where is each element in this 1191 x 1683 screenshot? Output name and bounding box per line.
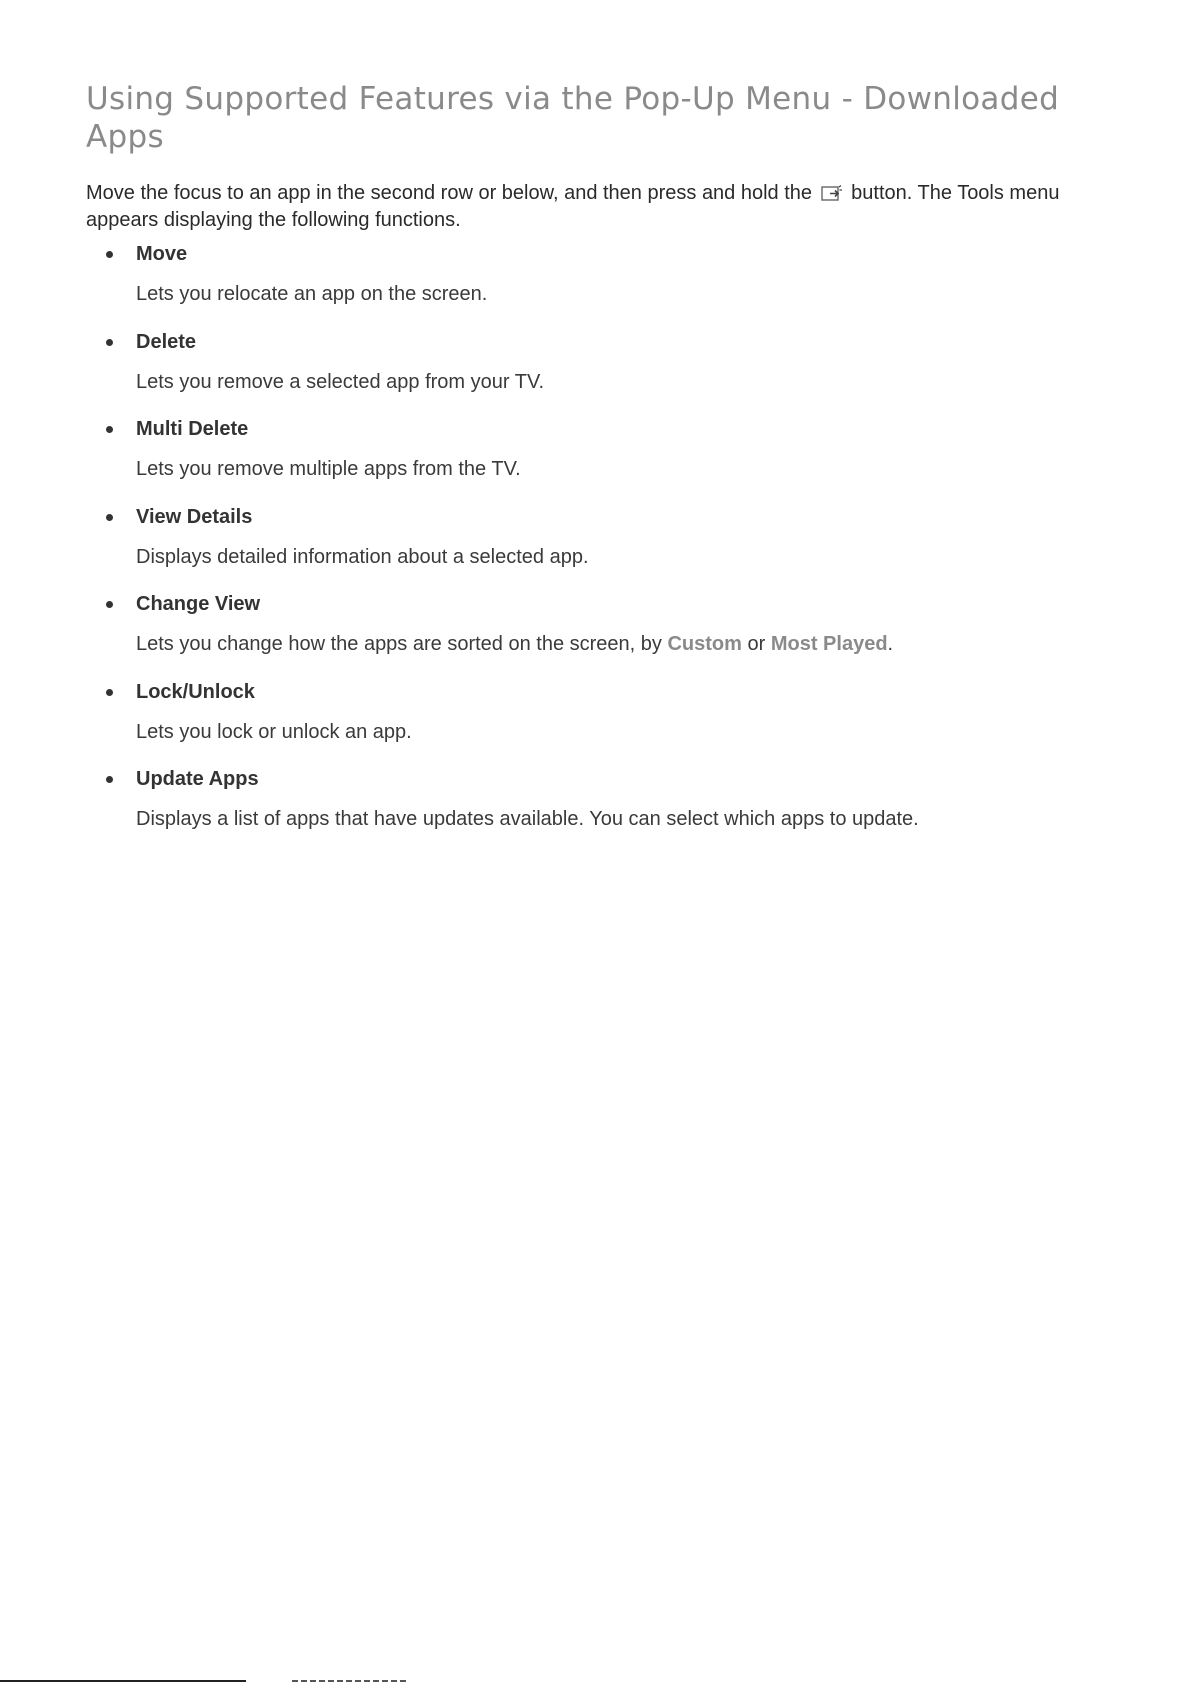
description-text: or (747, 633, 766, 655)
feature-description: Displays a list of apps that have updates available. You can select which apps to update. (136, 808, 919, 830)
feature-description: Lets you relocate an app on the screen. (136, 283, 488, 305)
intro-text-start: Move the focus to an app in the second row or below, and then press and hold the (86, 182, 813, 204)
feature-item-delete (104, 330, 1064, 418)
feature-item-move (104, 242, 1064, 330)
bullet-icon (106, 339, 113, 346)
feature-item-lock-unlock (104, 680, 1064, 768)
intro-text-end: button. The Tools menu appears displaying the following functions. (86, 182, 1060, 231)
feature-description: Lets you lock or unlock an app. (136, 720, 412, 743)
feature-description: Lets you remove a selected app from your TV. (136, 370, 544, 393)
feature-item-update-apps (104, 767, 1064, 855)
bullet-icon (106, 689, 113, 696)
intro-paragraph (86, 180, 1086, 234)
bullet-icon (106, 601, 113, 608)
footer-rule (0, 1680, 246, 1682)
option-most-played: Most Played (770, 633, 888, 655)
option-custom: Custom (667, 633, 742, 655)
feature-list (104, 242, 1064, 855)
feature-name: Move (136, 243, 188, 265)
feature-item-view-details (104, 505, 1064, 593)
bullet-icon (106, 514, 113, 521)
description-text: Lets you change how the apps are sorted on the screen, by (136, 633, 662, 655)
feature-name: Multi Delete (136, 418, 249, 440)
bullet-icon (106, 251, 113, 258)
page-title: Using Supported Features via the Pop-Up Menu - Downloaded Apps (86, 81, 1060, 155)
feature-item-change-view (104, 592, 1064, 680)
feature-name: Update Apps (136, 768, 259, 790)
feature-name: Lock/Unlock (136, 680, 255, 703)
feature-description: Lets you remove multiple apps from the TV. (136, 458, 521, 480)
feature-name: Change View (136, 593, 261, 615)
feature-name: View Details (136, 505, 253, 528)
tools-button-icon (821, 185, 843, 202)
footer-marks (292, 1680, 408, 1682)
bullet-icon (106, 776, 113, 783)
feature-item-multi-delete (104, 417, 1064, 505)
description-period: . (887, 633, 894, 655)
bullet-icon (106, 426, 113, 433)
feature-description: Displays detailed information about a selected app. (136, 545, 589, 568)
feature-description (136, 632, 1064, 656)
feature-name: Delete (136, 330, 197, 353)
